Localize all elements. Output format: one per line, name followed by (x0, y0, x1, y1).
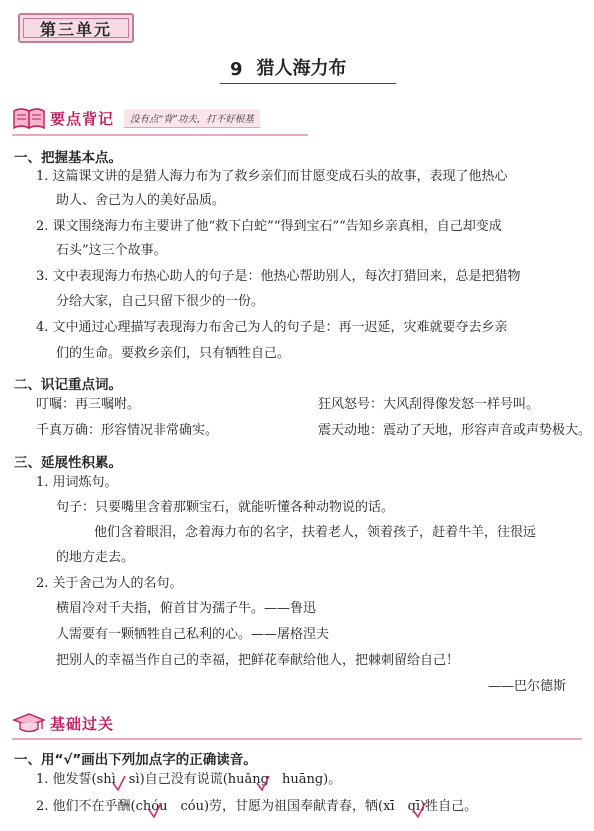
heading-part3: 三、延展性积累。 (14, 455, 122, 471)
item2-line1: 2. 课文围绕海力布主要讲了他“救下白蛇”“得到宝石”“告知乡亲真相，自己却变成 (36, 219, 502, 234)
item3-line2: 分给大家，自己只留下很少的一份。 (56, 294, 265, 309)
word-2: 狂风怒号：大风刮得像发怒一样号叫。 (318, 397, 540, 412)
section-tagline: 没有点“背”功夫，打不好根基 (124, 109, 260, 128)
quote-3: 把别人的幸福当作自己的幸福，把鲜花奉献给他人，把棘刺留给自己！ (56, 653, 460, 668)
heading-part2: 二、识记重点词。 (14, 377, 122, 393)
lesson-title-text: 猎人海力布 (256, 58, 347, 79)
word-1: 叮嘱：再三嘱咐。 (36, 397, 141, 412)
quote-3-author: ——巴尔德斯 (488, 679, 567, 694)
sub2-title: 2. 关于舍己为人的名句。 (36, 576, 183, 591)
banner-divider-2 (12, 738, 582, 740)
item1-line2: 助人、舍己为人的美好品质。 (56, 193, 226, 208)
lesson-number: 9 (230, 59, 243, 80)
word-4: 震天动地：震动了天地，形容声音或声势极大。 (318, 423, 592, 438)
exercise-heading: 一、用“√”画出下列加点字的正确读音。 (14, 752, 257, 768)
unit-badge (18, 13, 134, 43)
open-book-icon (12, 106, 46, 130)
graduation-cap-icon (12, 711, 46, 735)
lesson-title (220, 56, 396, 84)
section-label: 要点背记 (50, 109, 115, 128)
section-banner-key-points (12, 105, 260, 131)
exercise-item-1: 1. 他发誓(shì sì)自己没有说谎(huǎng huāng)。 (36, 772, 342, 787)
unit-badge-label: 第三单元 (39, 19, 112, 39)
banner-divider (12, 134, 308, 136)
sub1-title: 1. 用词炼句。 (36, 475, 118, 490)
item1-line1: 1. 这篇课文讲的是猎人海力布为了救乡亲们而甘愿变成石头的故事，表现了他热心 (36, 169, 508, 184)
item4-line1: 4. 文中通过心理描写表现海力布舍己为人的句子是：再一迟延，灾难就要夺去乡亲 (36, 320, 508, 335)
section-label-basic: 基础过关 (50, 714, 115, 733)
sentence-example: 句子：只要嘴里含着那颗宝石，就能听懂各种动物说的话。 (56, 500, 395, 515)
item2-line2: 石头”这三个故事。 (56, 243, 167, 258)
word-3: 千真万确：形容情况非常确实。 (36, 423, 219, 438)
exercise-item-2: 2. 他们不在乎酬(chóu cóu)劳，甘愿为祖国奉献青春，牺(xī qī)牲自己。 (36, 799, 478, 814)
item4-line2: 们的生命。要救乡亲们，只有牺牲自己。 (56, 346, 291, 361)
heading-part1: 一、把握基本点。 (14, 150, 122, 166)
quote-2: 人需要有一颗牺牲自己私利的心。——屠格涅夫 (56, 627, 330, 642)
sentence-line3: 的地方走去。 (56, 550, 135, 565)
section-banner-basic (12, 710, 114, 736)
item3-line1: 3. 文中表现海力布热心助人的句子是：他热心帮助别人，每次打猎回来，总是把猎物 (36, 269, 521, 284)
sentence-line2: 他们含着眼泪，念着海力布的名字，扶着老人，领着孩子，赶着牛羊，往很远 (94, 525, 537, 540)
quote-1: 横眉冷对千夫指，俯首甘为孺子牛。——鲁迅 (56, 601, 317, 616)
